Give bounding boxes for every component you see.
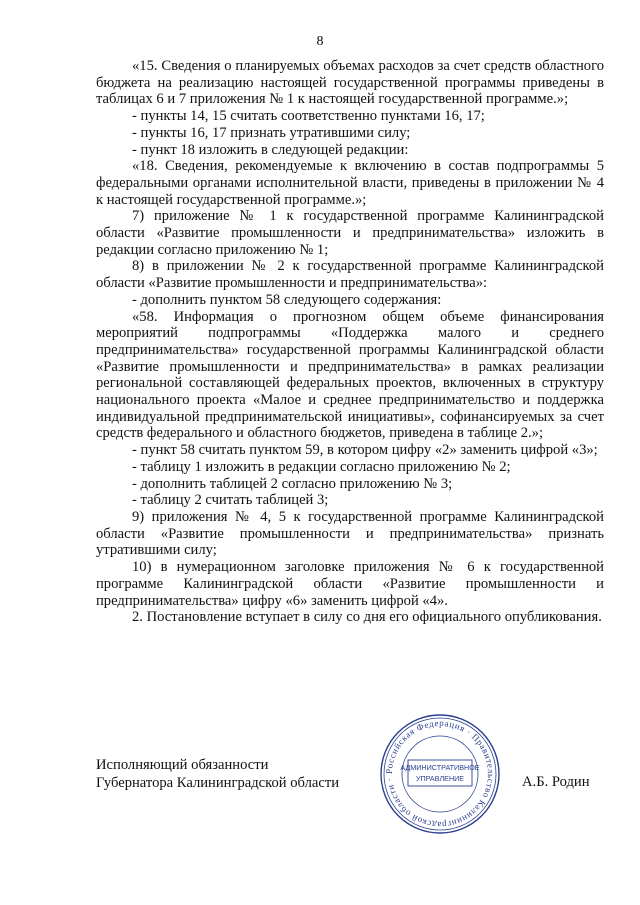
stamp-center-line2: УПРАВЛЕНИЕ: [415, 774, 465, 783]
signature-title: [96, 756, 339, 792]
signature-title-line2: Губернатора Калининградской области: [96, 775, 340, 791]
stamp-center-line1: АДМИНИСТРАТИВНОЕ: [400, 763, 480, 772]
paragraph-item-15: «15. Сведения о планируемых объемах расходов за счет средств областного бюджета на реализацию настоящей государственной программы приведены в таблицах 6 и 7 приложения № 1 к настоящей государственной программе.»;: [96, 58, 604, 108]
page-number: 8: [316, 34, 324, 49]
stamp-outer-text: Российская Федерация · Правительство Калининградской области ·: [383, 717, 497, 831]
signature-title-line1: Исполняющий обязанности: [96, 757, 269, 773]
paragraph-subitem-10: 10) в нумерационном заголовке приложения № 6 к государственной программе Калининградской области «Развитие промышленности и предпринимательства» цифру «6» заменить цифрой «4».: [96, 559, 604, 609]
list-item: - дополнить пунктом 58 следующего содержания:: [132, 291, 442, 308]
paragraph-item-18: «18. Сведения, рекомендуемые к включению в состав подпрограммы 5 федеральными органами исполнительной власти, приведены в приложении № 4 к настоящей государственной программе.»;: [96, 158, 604, 208]
list-item: - пункт 58 считать пунктом 59, в котором цифру «2» заменить цифрой «3»;: [132, 442, 598, 459]
list-item: - таблицу 2 считать таблицей 3;: [132, 492, 329, 509]
paragraph-subitem-8: 8) в приложении № 2 к государственной программе Калининградской области «Развитие промышленности и предпринимательства»:: [96, 258, 604, 292]
official-stamp: [378, 712, 502, 836]
list-item: - таблицу 1 изложить в редакции согласно приложению № 2;: [132, 458, 511, 475]
list-item: - пункты 14, 15 считать соответственно пунктами 16, 17;: [132, 108, 485, 125]
list-item: - пункты 16, 17 признать утратившими силу;: [132, 124, 411, 141]
signer-name: А.Б. Родин: [522, 774, 590, 790]
stamp-seal-icon: [378, 712, 502, 836]
document-body: [96, 58, 604, 626]
paragraph-item-58: «58. Информация о прогнозном общем объеме финансирования мероприятий подпрограммы «Поддержка малого и среднего предпринимательства» государственной программы Калининградской области «Развитие промышленности и предпринимательства» в рамках реализации региональной составляющей федеральных проектов, включенных в структуру национального проекта «Малое и среднее предпринимательство и поддержка индивидуальной предпринимательской инициативы», софинансируемых за счет средств федерального и областного бюджетов, приведена в таблице 2.»;: [96, 308, 604, 442]
paragraph-subitem-9: 9) приложения № 4, 5 к государственной программе Калининградской области «Развитие промышленности и предпринимательства» признать утратившими силу;: [96, 508, 604, 559]
list-item: - пункт 18 изложить в следующей редакции:: [132, 141, 409, 158]
paragraph-point-2: 2. Постановление вступает в силу со дня его официального опубликования.: [132, 609, 602, 626]
paragraph-subitem-7: 7) приложение № 1 к государственной программе Калининградской области «Развитие промышленности и предпринимательства» изложить в редакции согласно приложению № 1;: [96, 208, 604, 258]
list-item: - дополнить таблицей 2 согласно приложению № 3;: [132, 475, 453, 492]
